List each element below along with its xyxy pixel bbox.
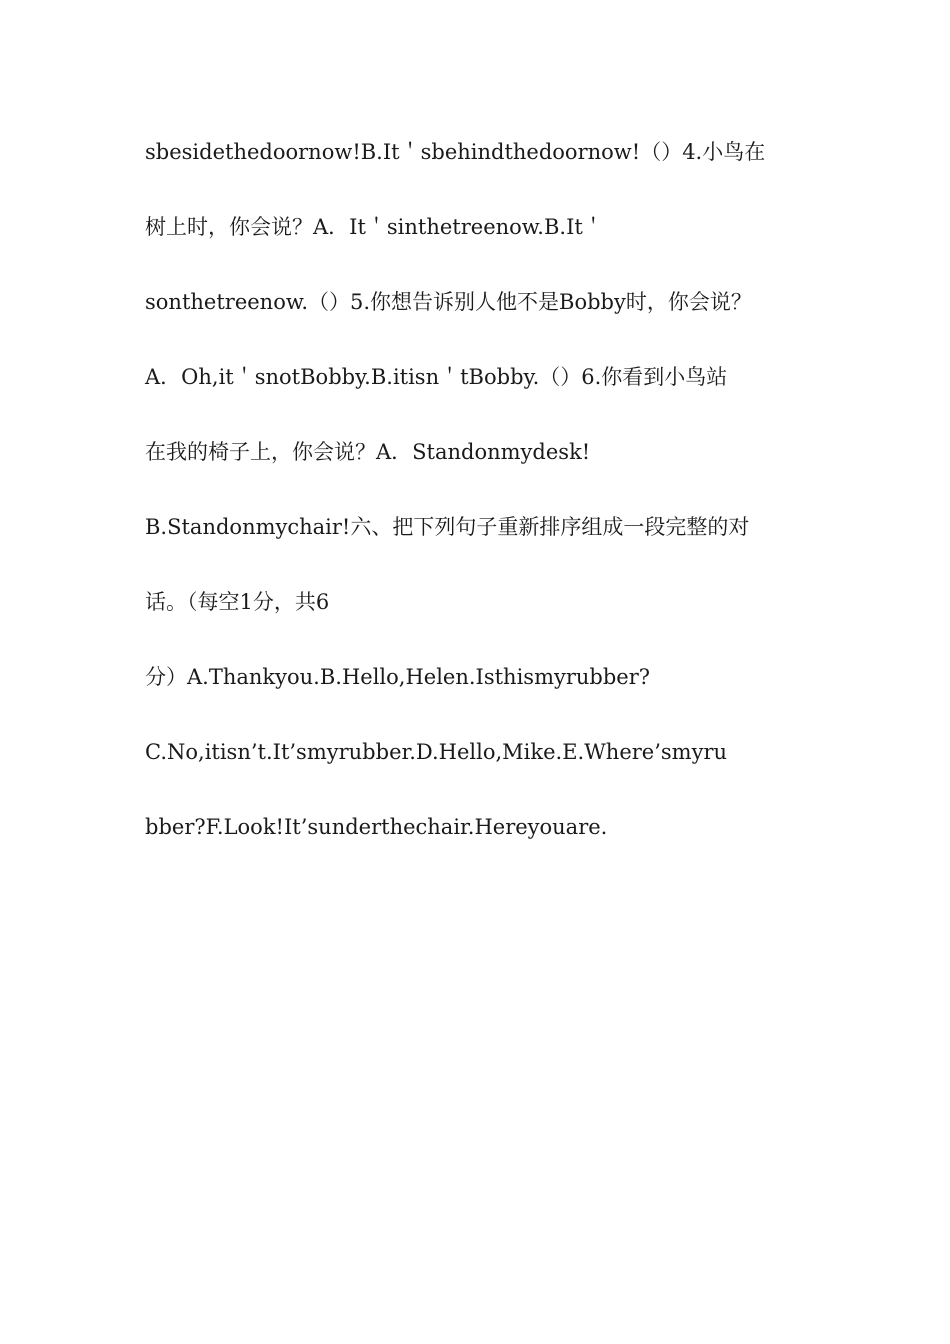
text-line: 分）A.Thankyou.B.Hello,Helen.Isthismyrubber? xyxy=(145,665,651,689)
text-line: sbesidethedoornow!B.It＇sbehindthedoornow!（）4.小鸟在 xyxy=(145,140,766,164)
text-line: 在我的椅子上，你会说？A．Standonmydesk! xyxy=(145,440,591,464)
text-line: 树上时，你会说？A．It＇sinthetreenow.B.It＇ xyxy=(145,215,604,239)
text-line: C.No,itisn’t.It’smyrubber.D.Hello,Mike.E.Where’smyru xyxy=(145,740,728,764)
text-line: sonthetreenow.（）5.你想告诉别人他不是Bobby时，你会说？ xyxy=(145,290,752,314)
text-line: A．Oh,it＇snotBobby.B.itisn＇tBobby.（）6.你看到小鸟站 xyxy=(145,365,728,389)
text-line: 话。（每空1分，共6 xyxy=(145,590,330,614)
text-line: bber?F.Look!It’sunderthechair.Hereyouare. xyxy=(145,815,608,839)
document-body xyxy=(145,134,815,884)
text-line: B.Standonmychair!六、把下列句子重新排序组成一段完整的对 xyxy=(145,515,750,539)
